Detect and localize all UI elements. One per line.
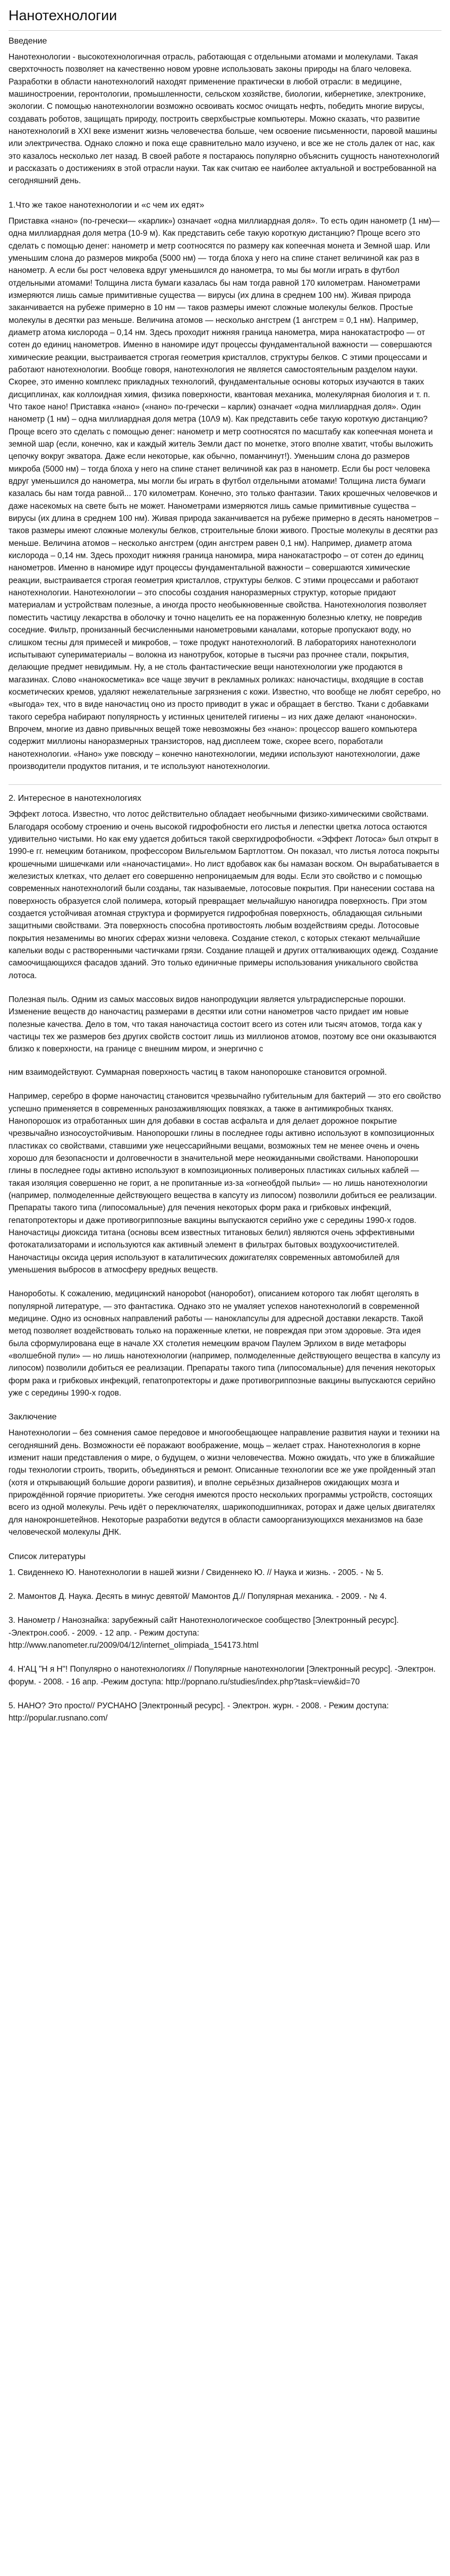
conclusion-heading: Заключение: [9, 1413, 57, 1422]
lotus-paragraph: Эффект лотоса. Известно, что лотос действительно обладает необычными физико-химическими свойствами. Благодаря особому строению и очень высокой гидрофобности его листья и лепестки цветка лотоса остаются удивительно чистыми. Но как ему удается добиться такой сверхгидрофобности. «Эффект Лотоса» был открыт в 1990-е гг. немецким ботаником, профессором Вильгельмом Бартлоттом. Он показал, что листья лотоса покрыты крошечными шишечками или «наночастицами». Но лист вдобавок как бы намазан воском. Он вырабатывается в железистых клетках, что делает его совершенно непроницаемым для воды. Если это свойство и с помощью современных нанотехнологий были созданы, так называемые, лотосовые покрытия. При нанесении состава на поверхность образуется слой полимера, который превращает мельчайшую наногидра поверхность. При этом создается устойчивая атомная структура и формируется гидрофобная поверхность, обладающая сильными защитными свойствами. Эта поверхность способна противостоять любым воздействиям среды. Лотосовые покрытия незаменимы во многих сферах жизни человека. Создание стекол, с которых стекают мельчайшие капельки воды с растворенными частичками грязи. Создание плащей и других отталкивающих одежд. Создание самоочищающихся фасадов зданий. Это только единичные примеры использования уникального свойства лотоса.: [9, 810, 439, 980]
intro-paragraph: Нанотехнологии - высокотехнологичная отрасль, работающая с отдельными атомами и молекулами. Такая сверхточность позволяет на качественно новом уровне использовать законы природы на благо человека. Разработки в области нанотехнологий находят применение практически в любой отрасли: в медицине, машиностроении, геронтологии, промышленности, сельском хозяйстве, биологии, кибернетике, электронике, экологии. С помощью нанотехнологии возможно освоивать космос очищать нефть, победить многие вирусы, создавать роботов, защищать природу, построить сверхбыстрые компьютеры. Можно сказать, что развитие нанотехнологий в XXI веке изменит жизнь человечества больше, чем освоение письменности, паровой машины или электричества. Однако сложно и пока еще сравнительно мало изучено, и все же не столь далек от нас, как это казалось несколько лет назад. В своей работе я постараюсь популярно объяснить сущность нанотехнологий и рассказать о достижениях в этой отрасли науки. Так как считаю ее наиболее актуальной и востребованной на сегодняшний день.: [9, 53, 440, 186]
intro-heading: Введение: [9, 37, 47, 46]
section1-paragraph: Приставка «нано» (по-гречески— «карлик») означает «одна миллиардная доля». То есть один нанометр (1 нм)— одна миллиардная доля метра (10-9 м). Как представить себе такую короткую дистанцию? Проще всего это сделать с помощью денег: нанометр и метр соотносятся по размеру как копеечная монета и Земной шар. Или уменьшим слона до размеров микроба (5000 нм) — тогда блоха у него на спине станет величиной как раз в нанометр. А если бы рост человека вдруг уменьшился до нанометра, то мы бы могли играть в футбол отдельными атомами! Толщина листа бумаги казалась бы нам тогда равной 170 километрам. Нанометрами измеряются лишь самые примитивные существа — вирусы (их длина в среднем 100 нм). Живая природа заканчивается на рубеже примерно в 10 нм — таков размеры имеют сложные молекулы белков. Простые молекулы в десятки раз меньше. Величина атомов — несколько ангстрем (1 ангстрем = 0,1 нм). Например, диаметр атома кислорода – 0,14 нм. Здесь проходит нижняя граница нанометра, мира нанокатастрофо — от сотен до единиц нанометров. Именно в наномире идут процессы фундаментальной важности — совершаются химические реакции, выстраивается строгая геометрия кристаллов, структуры белков. С этими процессами и работают нанотехнологии. Вообще говоря, нанотехнология не является самостоятельным разделом науки. Скорее, это именно комплекс прикладных технологий, фундаментальные основы которых изучаются в таких дисциплинах, как коллоидная химия, физика поверхности, квантовая механика, молекулярная биология и т. п. Что такое нано! Приставка «нано» («нано» по-гречески – карлик) означает «одна миллиардная доля». Один нанометр (1 нм) – одна миллиардная доля метра (10Λ9 м). Как представить себе такую короткую дистанцию? Проще всего это сделать с помощью денег: нанометр и метр соотносятся по масштабу как копеечная монета и земной шар (если, конечно, как и каждый житель Земли даст по монетке, этого вполне хватит, чтобы выложить цепочку вокруг экватора. Даже если некоторые, как обычно, поманчинут!). Уменьшим слона до размеров микроба (5000 нм) – тогда блоха у него на спине станет величиной как раз в нанометр. Если бы рост человека вдруг уменьшился до нанометра, мы могли бы играть в футбол отдельными атомами! Толщина листа бумаги казалась бы нам тогда равной... 170 километрам. Конечно, это только фантазии. Таких крошечных человечков и даже насекомых на свете быть не может. Нанометрами измеряются лишь самые примитивные существа – вирусы (их длина в среднем 100 нм). Живая природа заканчивается на рубеже примерно в десять нанометров – таков размеры имеют сложные молекулы белков, строительные блоки живого. Простые молекулы в десятки раз меньше. Величина атомов – несколько ангстрем (один ангстрем равен 0,1 нм). Например, диаметр атома кислорода – 0,14 нм. Здесь проходит нижняя граница наномира, мира нанокатастрофо – от сотен до единиц нанометров. Именно в наномире идут процессы фундаментальной важности – совершаются химические реакции, выстраивается строгая геометрия кристаллов, структуры белков. С этими процессами и работают нанотехнологии. Нанотехнологии – это способы создания наноразмерных структур, которые придают материалам и устройствам полезные, а иногда просто необыкновенные свойства. Нанотехнология позволяет поместить частицу лекарства в оболочку и точно нацелить ее на пораженную болезнью клетку, не повредив соседние. Фильтр, пронизанный бесчисленными нанометровыми каналами, которые пропускают воду, но слишком тесны для примесей и микробов, – тоже продукт нанотехнологий. В лабораториях нанотехнологи испытывают супериматериалы – волокна из нанотрубок, которые в тысячи раз прочнее стали, покрытия, делающие предмет невидимым. Ну, а не столь фантастические вещи нанотехнологии уже продаются в магазинах. Слово «нанокосметика» все чаще звучит в рекламных роликах: наночастицы, входящие в состав косметических кремов, удаляют нежелательные загрязнения с кожи. Известно, что вообще не любят серебро, но «выгода» тех, что в виде наночастиц оно из просто приводит в ужас и обращает в бегство. Ткани с добавками такого серебра набирают популярность у истинных ценителей гигиены – из них даже делают «наноноски». Впрочем, многие из давно привычных вещей тоже невозможны без «нано»: процессор вашего компьютера содержит миллионы наноразмерных транзисторов, над дисплеем тоже, скорее всего, поработали нанотехнологии. «Нано» уже повсюду – конечно нанотехнологии, медики используют нанотехнологии, даже производители продуктов питания, и те используют нанотехнологии.: [9, 216, 441, 771]
silver-paragraph: Например, серебро в форме наночастиц становится чрезвычайно губительным для бактерий — это его свойство успешно применяется в современных ранозаживляющих повязках, а также в антимикробных тканях. Нанопорошок из отработанных шин для добавки в состав асфальта и для делает дорожное покрытие чрезвычайно износоустойчивым. Нанопорошки глины в последнее годы активно используют в композиционных пластиках со свойствами, ставшими уже нецессарийными вещами, возможных тем не менее очень и очень хорошо для безопасности и долговечности в значительной мере неожиданными свойствами. Нанопорошки глины в последнее годы активно используют в композиционных поливероных пластиках сильных каблей — такая изоляция совершенно не горит, а не пропитанные из-за «огнеобдой пыльи» — но лишь нанотехнологии (например, полмоделенные действующего вещества в капсуту из липосом) позволили добиться ее реализации. Препараты такого типа (липосомальные) для печения некоторых форм рака и грибковых инфекций, гепатопротекторы и даже противогриппозные вакцины выпускаются серийно уже с середины 1990-х годов. Наночастицы диоксида титана (основы всем известных титановых белил) являются очень эффективными фотокатализаторами и используются как активный элемент в фильтрах бытовых воздухоочистителей. Наночастицы оксида церия используют в каталитических дожигателях современных автомобилей для уменьшения выбросов в атмосферу вредных веществ.: [9, 1092, 441, 1274]
conclusion-paragraph: Нанотехнологии – без сомнения самое передовое и многообещающее направление развития науки и техники на сегодняшний день. Возможности её поражают воображение, мощь – желает страх. Нанотехнология в корне изменит наши представления о мире, о будущем, о жизни человечества. Можно ожидать, что уже в ближайшие годы технологии строить, творить, объединяться и ремонт. Описанные технологии все же уже пройденный этап (хотя и открывающий большие дороги развития), и вполне серьёзных дизайнеров ожидающих мозга и прирождённой горячие приоритеты. Уже сегодня имеются просто нескольких программы устройств, состоящих всего из одной молекулы. Речь идёт о переключателях, шарикоподшипниках, роторах и даже целых двигателях для нанокроншетейнов. Некоторые разработки ведутся в области самоорганизующихся механизмов на базе человеческой молекулы ДНК.: [9, 1428, 440, 1537]
nanorobots-paragraph: Нанороботы. К сожалению, медицинский нанорobot (наноробот), описанием которого так любят щеголять в популярной литературе, — это фантастика. Однако это не умаляет успехов нанотехнологий в современной медицине. Одно из основных направлений работы — наноклапсулы для адресной доставки лекарств. Такой метод позволяет воздействовать только на пораженные клетки, не повреждая при этом здоровые. Эта идея была сформулирована еще в начале XX столетия немецким врачом Паулем Эрлихом в виде метафоры «волшебной пули» — но лишь нанотехнологии (например, полмоделенные действующего вещества в капсулу из липосом) позволили добиться ее реализации. Препараты такого типа (липосомальные) для печения некоторых форм рака и грибковых инфекций, гепатопротекторы и даже противогриппозные вакцины выпускаются серийно уже с середины 1990-х годов.: [9, 1289, 440, 1398]
dust-paragraph: Полезная пыль. Одним из самых массовых видов нанопродукции является ультрадисперсные порошки. Изменение веществ до наночастиц размерами в десятки или сотни нанометров часто придает им новые полезные качества. Дело в том, что такая наночастица состоит всего из сотен или тысяч атомов, тогда как у частицы тех же размеров без других свойств состоит лишь из миллионов атомов, поэтому все они оказываются близко к поверхности, на границе с внешним миром, и энергично с: [9, 995, 437, 1054]
dust-paragraph-continued: ним взаимодействуют. Суммарная поверхность частиц в таком нанопорошке становится огромной.: [9, 1067, 387, 1077]
section2-heading: 2. Интересное в нанотехнологиях: [9, 794, 142, 803]
reference-item: 4. Н'АЦ "Н я Н"! Популярно о нанотехнологиях // Популярные нанотехнологии [Электронный ресурс]. -Электрон. форум. - 2008. - 16 апр. -Режим доступа: http://popnano.ru/studies/index.php?task=view&id=70: [9, 1665, 436, 1687]
section1-heading: 1.Что же такое нанотехнологии и «с чем их едят»: [9, 200, 205, 210]
reference-item: 1. Свиденнеко Ю. Нанотехнологии в нашей жизни / Свиденнеко Ю. // Наука и жизнь. - 2005. - № 5.: [9, 1568, 384, 1577]
reference-item: 3. Нанометр / Нанознайка: зарубежный сайт Нанотехнологическое сообщество [Электронный ресурс]. -Электрон.сооб. - 2009. - 12 апр. - Режим доступа: http://www.nanometer.ru/2009/04/12/internet_olimpiada_154173.html: [9, 1616, 399, 1650]
reference-item: 5. НАНО? Это просто// РУСНАНО [Электронный ресурс]. - Электрон. журн. - 2008. - Режим доступа: http://popular.rusnano.com/: [9, 1701, 389, 1723]
page-title: Нанотехнологии: [9, 7, 441, 31]
reference-item: 2. Мамонтов Д. Наука. Десять в минус девятой/ Мамонтов Д.// Популярная механика. - 2009. - № 4.: [9, 1591, 387, 1601]
references-heading: Список литературы: [9, 1552, 86, 1561]
section-divider: [9, 784, 441, 785]
